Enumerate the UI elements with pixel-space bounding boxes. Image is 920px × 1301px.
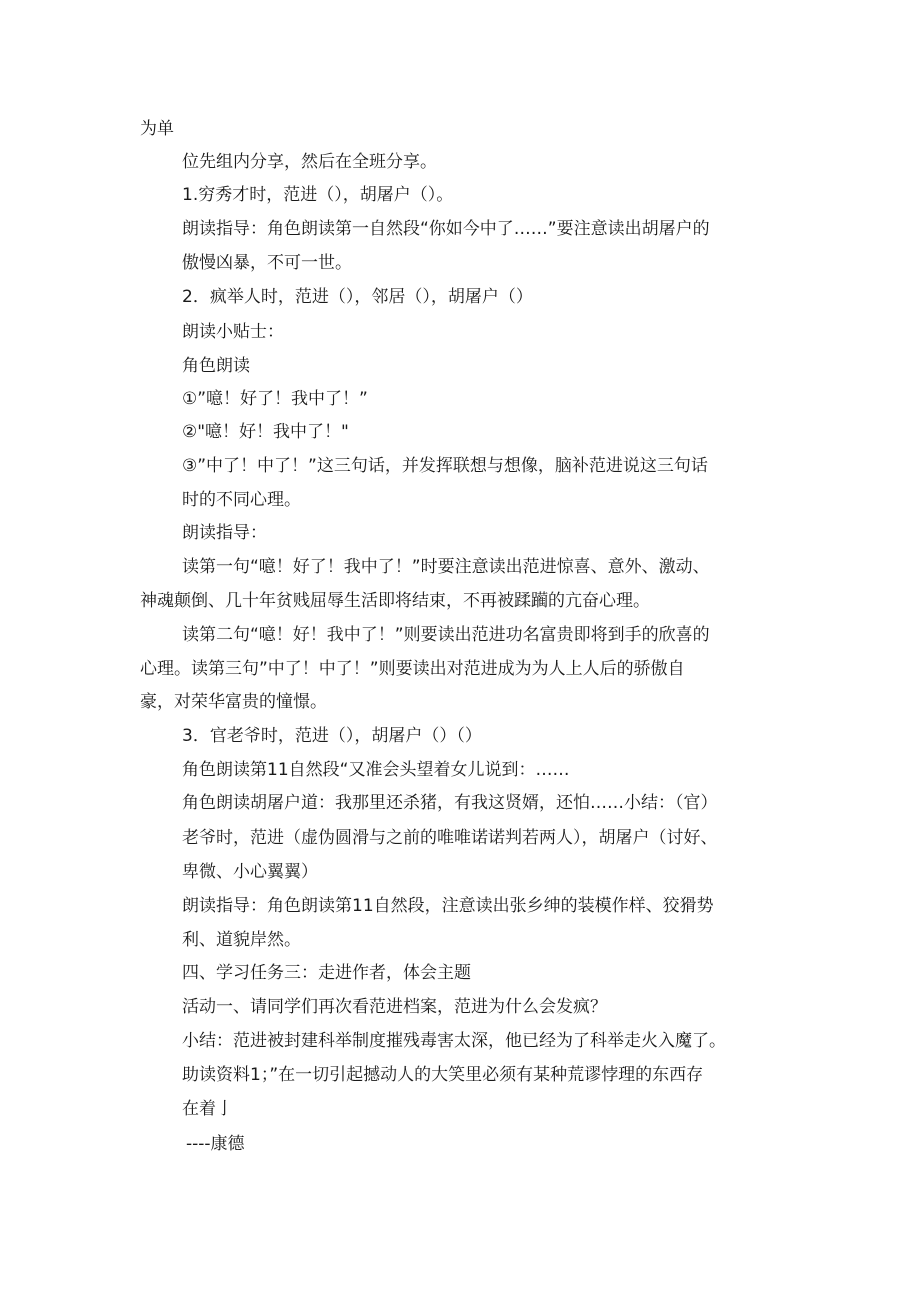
text-line: 朗读小贴士： [182,322,284,342]
text-line: 朗读指导： [182,523,267,543]
text-line: 为单 [140,119,174,139]
text-line: 朗读指导：角色朗读第11自然段，注意读出张乡绅的装模作样、狡猾势 [182,896,714,916]
text-line: ②"噫！好！我中了！" [182,422,349,442]
text-line: 老爷时，范进（虚伪圆滑与之前的唯唯诺诺判若两人），胡屠户（讨好、 [182,828,718,848]
text-line: 在着亅 [182,1099,233,1119]
text-line: 朗读指导：角色朗读第一自然段“你如今中了……”要注意读出胡屠户的 [182,219,710,239]
text-line: 豪，对荣华富贵的憧憬。 [140,692,327,712]
text-line: 角色朗读第11自然段“又准会头望着女儿说到：…… [182,760,570,780]
text-line: ①”噫！好了！我中了！” [182,389,368,409]
text-line: 2．疯举人时，范进（），邻居（），胡屠户（） [182,287,533,307]
text-line: 角色朗读胡屠户道：我那里还杀猪，有我这贤婿，还怕……小结：（官） [182,793,718,813]
text-line: 时的不同心理。 [182,490,301,510]
text-line: 读第二句“噫！好！我中了！”则要读出范进功名富贵即将到手的欣喜的 [182,625,710,645]
text-line: 利、道貌岸然。 [182,930,301,950]
text-line: 角色朗读 [182,356,250,376]
text-line: 神魂颠倒、几十年贫贱屈辱生活即将结束，不再被蹂躏的亢奋心理。 [140,591,650,611]
text-line: ----康德 [186,1134,245,1154]
text-line: 位先组内分享，然后在全班分享。 [182,152,437,172]
text-line: 四、学习任务三：走进作者，体会主题 [182,963,471,983]
text-line: 卑微、小心翼翼） [182,862,318,882]
text-line: 读第一句“噫！好了！我中了！”时要注意读出范进惊喜、意外、激动、 [182,557,710,577]
text-line: 助读资料1；”在一切引起撼动人的大笑里必须有某种荒谬悖理的东西存 [182,1065,704,1085]
text-line: 心理。读第三句”中了！中了！”则要读出对范进成为为人上人后的骄傲自 [140,659,685,679]
text-line: 小结：范进被封建科举制度摧残毒害太深，他已经为了科举走火入魔了。 [182,1031,726,1051]
text-line: 傲慢凶暴，不可一世。 [182,253,352,273]
text-line: 活动一、请同学们再次看范进档案，范进为什么会发疯？ [182,997,607,1017]
text-line: 1.穷秀才时，范进（），胡屠户（）。 [182,185,454,205]
text-line: ③”中了！中了！”这三句话，并发挥联想与想像，脑补范进说这三句话 [182,456,708,476]
text-line: 3．官老爷时，范进（），胡屠户（）（） [182,726,482,746]
